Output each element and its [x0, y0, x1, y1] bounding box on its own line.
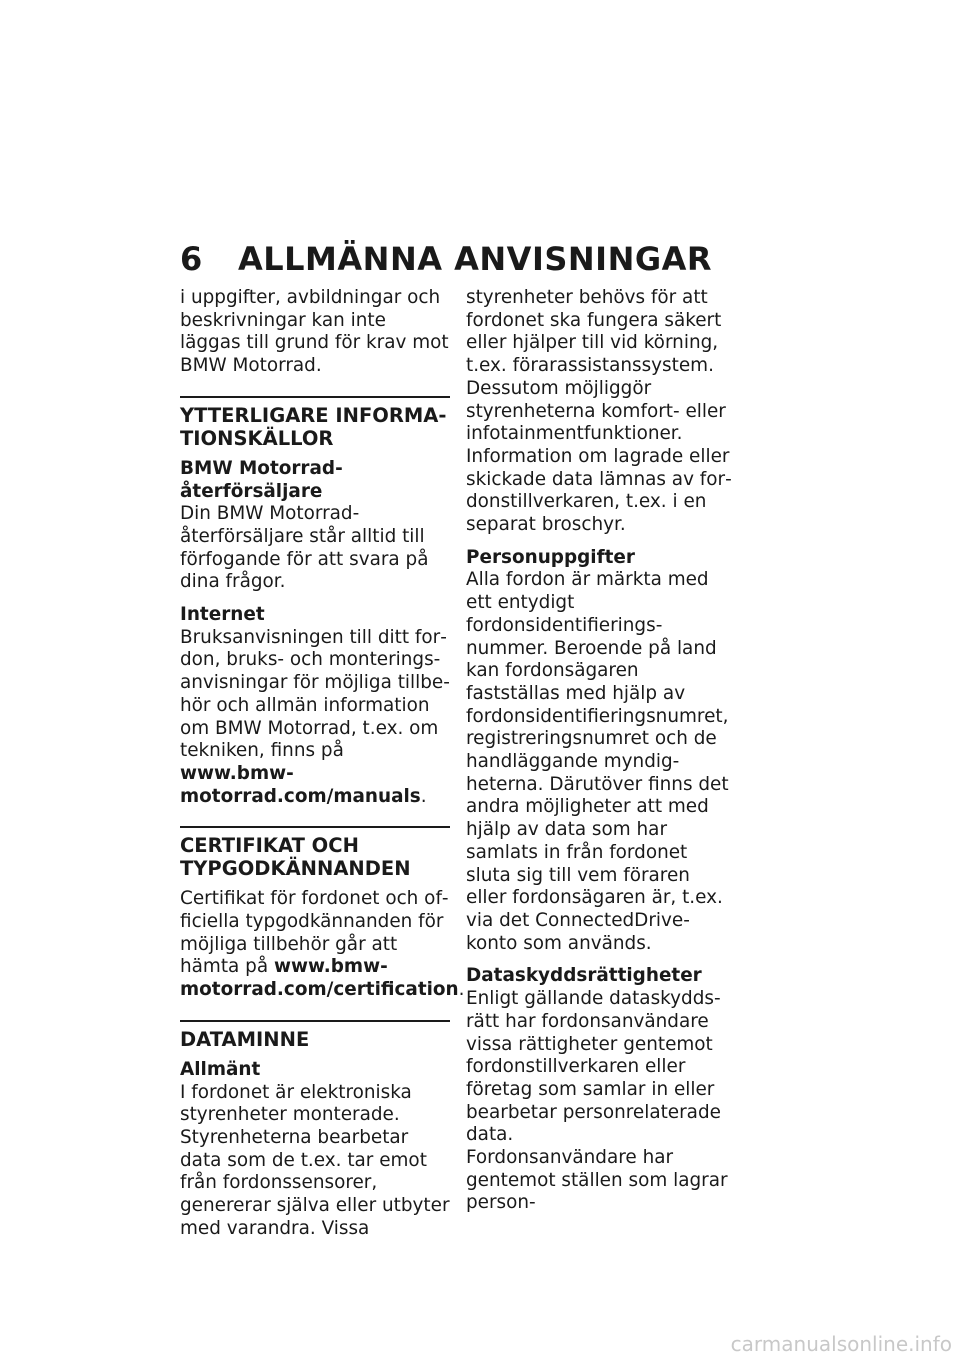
- chapter-heading: [180, 240, 712, 278]
- vehicle-users-paragraph: Fordonsanvändare har gentemot ställen som lagrar person-: [466, 1147, 728, 1214]
- certificate-paragraph: [180, 888, 465, 1002]
- intro-paragraph: i uppgifter, avbildningar och beskrivningar kan inte läggas till grund för krav mot BMW Motorrad.: [180, 287, 449, 377]
- certificate-end: .: [458, 979, 465, 1001]
- section-heading-data-memory: DATAMINNE: [180, 1020, 450, 1051]
- chapter-number: 6: [180, 240, 203, 278]
- certification-link[interactable]: www.bmw-motorrad.com/certification: [180, 956, 459, 1001]
- information-paragraph: Information om lagrade eller skickade data lämnas av fordonstillverkaren, t.ex. i en separat broschyr.: [466, 445, 732, 536]
- dealer-subheading: BMW Motorrad-återförsäljare: [180, 457, 343, 502]
- manuals-link[interactable]: www.bmw-motorrad.com/manuals: [180, 762, 421, 807]
- internet-paragraph: [180, 627, 450, 809]
- data-rights-subheading: Dataskyddsrättigheter: [466, 965, 702, 987]
- data-rights-paragraph: Enligt gällande dataskyddsrätt har fordonsanvändare vissa rättigheter gentemot fordonstillverkaren eller företag som samlar in eller bearbetar personrelaterade data.: [466, 988, 721, 1146]
- internet-end: .: [420, 785, 427, 807]
- certificate-text: Certifikat för fordonet och officiella typgodkännanden för möjliga tillbehör går att hämta på: [180, 888, 449, 978]
- general-paragraph: I fordonet är elektroniska styrenheter monterade. Styrenheterna bearbetar data som de t.ex. tar emot från fordonssensorer, genererar själva eller utbyter med varandra. Vissa: [180, 1081, 450, 1239]
- left-column: [180, 287, 465, 1241]
- section-heading-more-info: YTTERLIGARE INFORMATIONSKÄLLOR: [180, 396, 450, 450]
- section-heading-certificates: CERTIFIKAT OCH TYPGODKÄNNANDEN: [180, 826, 450, 880]
- control-units-paragraph: styrenheter behövs för att fordonet ska fungera säkert eller hjälper till vid körning, t.ex. förarassistanssystem. Dessutom möjliggör styrenheterna komfort- eller infotainmentfunktioner.: [466, 287, 726, 445]
- watermark: carmanualsonline.info: [730, 1332, 952, 1356]
- personal-data-paragraph: Alla fordon är märkta med ett entydigt fordonsidentifieringsnummer. Beroende på land kan fordonsägaren fastställas med hjälp av fordonsidentifieringsnumret, registreringsnumret och de handläggande myndigheterna. Därutöver finns det andra möjligheter att med hjälp av data som har samlats in från fordonet sluta sig till vem föraren eller fordonsägaren är, t.ex. via det ConnectedDrive-konto som används.: [466, 569, 729, 954]
- right-column: [466, 287, 736, 1215]
- general-subheading: Allmänt: [180, 1058, 261, 1080]
- personal-data-subheading: Personuppgifter: [466, 546, 635, 568]
- dealer-paragraph: Din BMW Motorrad-återförsäljare står alltid till förfogande för att svara på dina frågor.: [180, 503, 429, 593]
- internet-text: Bruksanvisningen till ditt fordon, bruks- och monteringsanvisningar för möjliga tillbehör och allmän information om BMW Motorrad, t.ex. om tekniken, finns på: [180, 626, 450, 762]
- chapter-title: ALLMÄNNA ANVISNINGAR: [238, 240, 713, 278]
- internet-subheading: Internet: [180, 604, 265, 626]
